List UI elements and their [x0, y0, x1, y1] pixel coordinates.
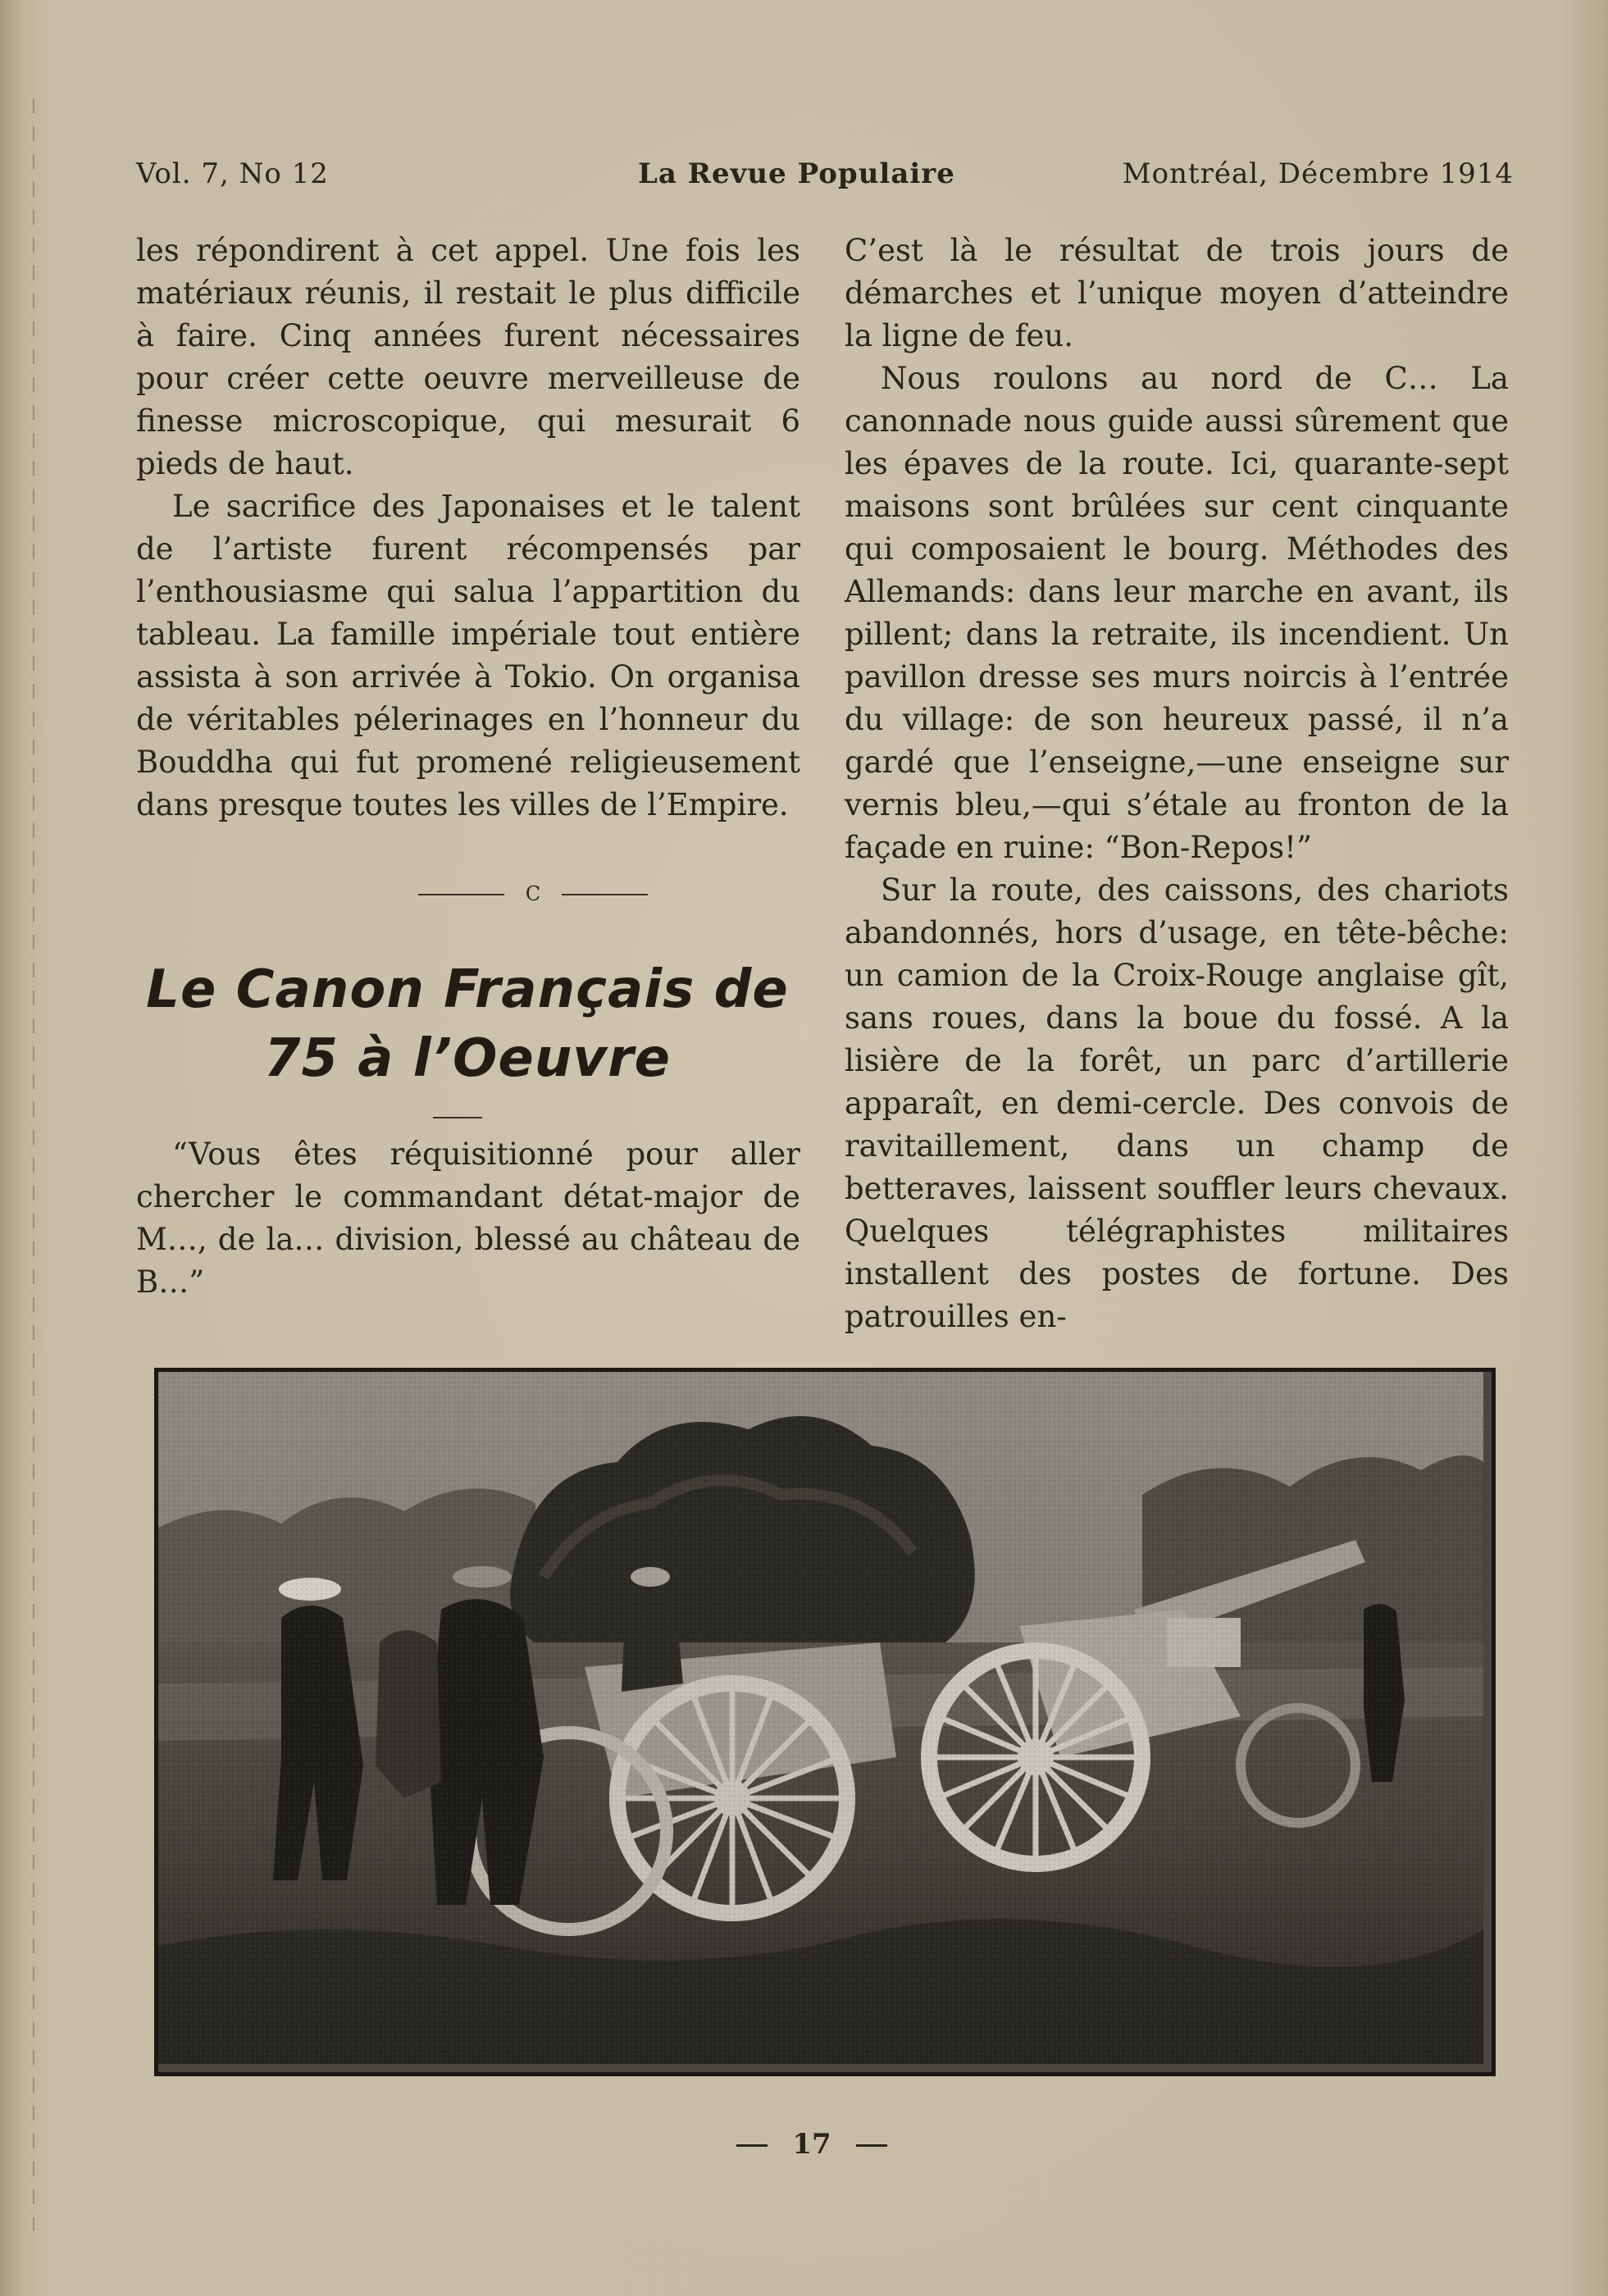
- right-column: [845, 230, 1509, 1338]
- publication-title: La Revue Populaire: [638, 157, 955, 190]
- binding-edge: [33, 98, 34, 2230]
- artillery-photograph: [154, 1368, 1496, 2076]
- volume-number: Vol. 7, No 12: [136, 157, 329, 190]
- page-number: 17: [722, 2124, 902, 2165]
- photo-illustration: [158, 1372, 1483, 2064]
- running-header: [136, 157, 1514, 198]
- right-paragraph-1: C’est là le résultat de trois jours de démarches et l’unique moyen d’atteindre la ligne de feu.: [845, 233, 1509, 353]
- article-title: Le Canon Français de 75 à l’Oeuvre: [146, 959, 789, 1089]
- right-paragraph-3: Sur la route, des caissons, des chariots abandonnés, hors d’usage, en tête-bêche: un camion de la Croix-Rouge anglaise gît, sans roues, dans la boue du fossé. A la lisière de la forêt, un parc d’artillerie apparaît, en demi-cercle. Des convois de ravitaillement, dans un champ de betteraves, laissent souffler leurs chevaux. Quelques télégraphistes militaires installent des postes de fortune. Des patrouilles en-: [845, 872, 1509, 1334]
- left-paragraph-2: Le sacrifice des Japonaises et le talent de l’artiste furent récompensés par l’enthousiasme qui salua l’appartition du tableau. La famille impériale tout entière assista à son arrivée à Tokio. On organisa de véritables pélerinages en l’honneur du Bouddha qui fut promené religieusement dans presque toutes les villes de l’Empire.: [136, 489, 800, 822]
- right-paragraph-2: Nous roulons au nord de C… La canonnade nous guide aussi sûrement que les épaves de la route. Ici, quarante-sept maisons sont brûlées sur cent cinquante qui composaient le bourg. Méthodes des Allemands: dans leur marche en avant, ils pillent; dans la retraite, ils incendient. Un pavillon dresse ses murs noircis à l’entrée du village: de son heureux passé, il n’a gardé que l’enseigne,—une enseigne sur vernis bleu,—qui s’étale au fronton de la façade en ruine: “Bon-Repos!”: [845, 361, 1509, 865]
- left-column: [136, 230, 800, 827]
- intro-paragraph: “Vous êtes réquisitionné pour aller chercher le commandant détat-major de M…, de la… division, blessé au château de B…”: [136, 1137, 800, 1300]
- section-separator: C: [410, 877, 656, 910]
- article-intro: [136, 1133, 800, 1304]
- title-rule: [433, 1117, 482, 1118]
- left-paragraph-1: les répondirent à cet appel. Une fois les matériaux réunis, il restait le plus difficile à faire. Cinq années furent nécessaires pour créer cette oeuvre merveilleuse de finesse microscopique, qui mesurait 6 pieds de haut.: [136, 233, 800, 481]
- place-date: Montréal, Décembre 1914: [1122, 157, 1514, 190]
